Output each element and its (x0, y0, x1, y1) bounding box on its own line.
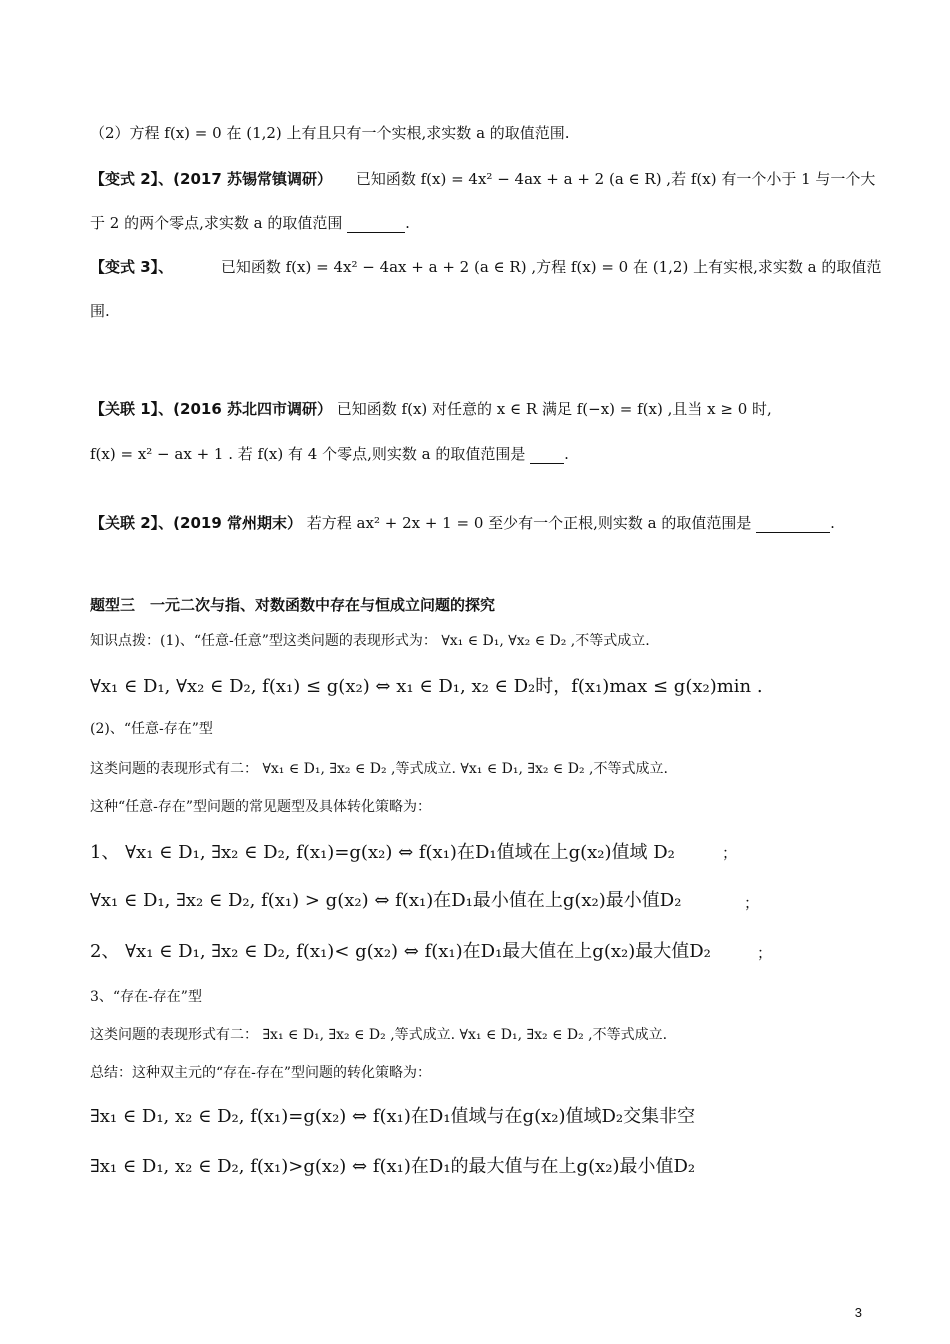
period: . (405, 214, 410, 232)
variant-2-cont-text: 于 2 的两个零点,求实数 a 的取值范围 (90, 214, 343, 232)
answer-blank[interactable] (756, 518, 830, 533)
formula-3 (90, 937, 711, 963)
related-2-text: 若方程 ax² + 2x + 1 = 0 至少有一个正根,则实数 a 的取值范围是 (306, 514, 752, 532)
related-1-cont (90, 443, 569, 464)
related-2 (90, 512, 835, 533)
related-2-tag: 【关联 2】、(2019 常州期末） (90, 514, 302, 532)
formula-3-end: ； (757, 944, 773, 962)
formula-2-end: ； (744, 894, 760, 912)
subheading-exist-exist: 3、“存在-存在”型 (90, 989, 202, 1005)
formula-1-end: ； (722, 844, 738, 862)
related-1-tag: 【关联 1】、(2016 苏北四市调研） (90, 400, 332, 418)
formula-2-text: ∀x₁ ∈ D₁, ∃x₂ ∈ D₂, f(x₁) > g(x₂) ⇔ f(x₁)在D₁最小值在上g(x₂)最小值D₂ (90, 890, 682, 911)
answer-blank[interactable] (347, 218, 405, 233)
page-number: 3 (854, 1305, 862, 1320)
section-heading: 题型三 一元二次与指、对数函数中存在与恒成立问题的探究 (90, 596, 496, 614)
variant-2-tag: 【变式 2】、(2017 苏锡常镇调研） (90, 170, 332, 188)
formula-any-any: ∀x₁ ∈ D₁, ∀x₂ ∈ D₂, f(x₁) ≤ g(x₂) ⇔ x₁ ∈ D₁, x₂ ∈ D₂时，f(x₁)max ≤ g(x₂)min . (90, 676, 763, 697)
period: . (830, 514, 835, 532)
summary-intro: 总结：这种双主元的“存在-存在”型问题的转化策略为： (90, 1065, 432, 1081)
formula-4: ∃x₁ ∈ D₁, x₂ ∈ D₂, f(x₁)=g(x₂) ⇔ f(x₁)在D₁值域与在g(x₂)值域D₂交集非空 (90, 1106, 696, 1127)
period: . (564, 445, 569, 463)
related-1-cont-text: f(x) = x² − ax + 1 . 若 f(x) 有 4 个零点,则实数 a 的取值范围是 (90, 445, 526, 463)
formula-1-text: 1、 ∀x₁ ∈ D₁, ∃x₂ ∈ D₂, f(x₁)=g(x₂) ⇔ f(x₁)在D₁值域在上g(x₂)值域 D₂ (90, 842, 675, 863)
answer-blank[interactable] (530, 449, 564, 464)
variant-3-tag: 【变式 3】、 (90, 258, 174, 276)
variant-2-cont (90, 212, 410, 233)
related-1 (90, 398, 772, 419)
strategy-intro: 这种“任意-存在”型问题的常见题型及具体转化策略为： (90, 799, 432, 815)
question-part-2: （2）方程 f(x) = 0 在 (1,2) 上有且只有一个实根,求实数 a 的取值范围. (90, 124, 570, 142)
variant-3 (90, 256, 881, 277)
formula-5: ∃x₁ ∈ D₁, x₂ ∈ D₂, f(x₁)>g(x₂) ⇔ f(x₁)在D₁的最大值与在上g(x₂)最小值D₂ (90, 1156, 696, 1177)
variant-3-cont: 围. (90, 302, 110, 320)
formula-3-text: 2、 ∀x₁ ∈ D₁, ∃x₂ ∈ D₂, f(x₁)< g(x₂) ⇔ f(x₁)在D₁最大值在上g(x₂)最大值D₂ (90, 941, 711, 962)
variant-3-text: 已知函数 f(x) = 4x² − 4ax + a + 2 (a ∈ R) ,方程 f(x) = 0 在 (1,2) 上有实根,求实数 a 的取值范 (220, 258, 882, 276)
formula-1 (90, 838, 675, 864)
variant-2-text: 已知函数 f(x) = 4x² − 4ax + a + 2 (a ∈ R) ,若 f(x) 有一个小于 1 与一个大 (355, 170, 876, 188)
subheading-any-exist: (2)、“任意-存在”型 (90, 721, 213, 737)
forms-any-exist: 这类问题的表现形式有二： ∀x₁ ∈ D₁, ∃x₂ ∈ D₂ ,等式成立. ∀x₁ ∈ D₁, ∃x₂ ∈ D₂ ,不等式成立. (90, 761, 668, 777)
formula-2 (90, 886, 681, 912)
knowledge-intro: 知识点拨：(1)、“任意-任意”型这类问题的表现形式为： ∀x₁ ∈ D₁, ∀x₂ ∈ D₂ ,不等式成立. (90, 633, 650, 649)
related-1-text: 已知函数 f(x) 对任意的 x ∈ R 满足 f(−x) = f(x) ,且当 x ≥ 0 时, (336, 400, 772, 418)
variant-2 (90, 168, 875, 189)
forms-exist-exist: 这类问题的表现形式有二： ∃x₁ ∈ D₁, ∃x₂ ∈ D₂ ,等式成立. ∀x₁ ∈ D₁, ∃x₂ ∈ D₂ ,不等式成立. (90, 1027, 668, 1043)
